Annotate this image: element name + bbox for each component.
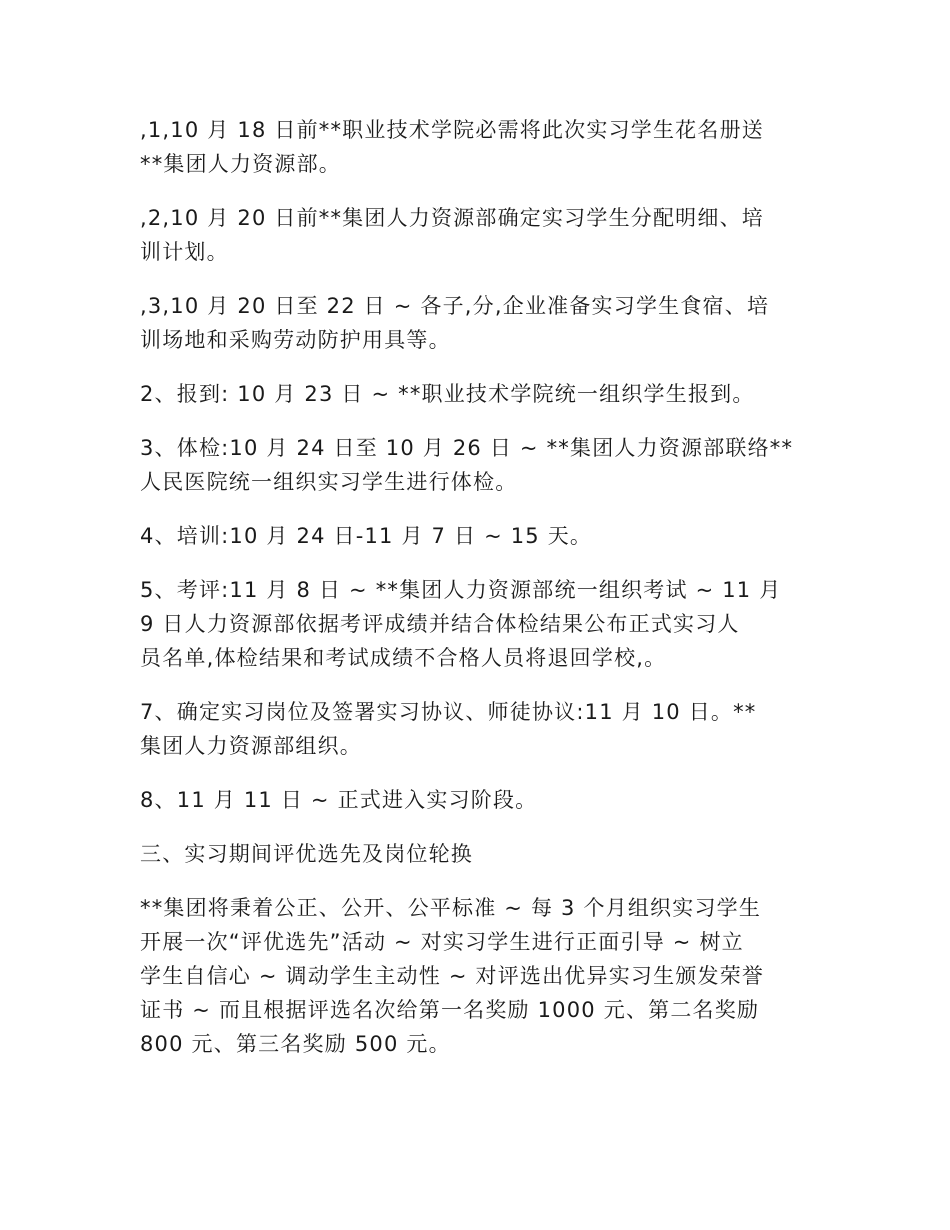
text-line: 9 日人力资源部依据考评成绩并结合体检结果公布正式实习人 <box>140 612 740 636</box>
text-line: 4、培训:10 月 24 日-11 月 7 日 ~ 15 天。 <box>140 524 593 548</box>
paragraph-evaluation <box>140 573 820 675</box>
paragraph-start-internship <box>140 783 820 817</box>
text-line: 7、确定实习岗位及签署实习协议、师徒协议:11 月 10 日。** <box>140 700 757 724</box>
text-line: 学生自信心 ~ 调动学生主动性 ~ 对评选出优异实习生颁发荣誉 <box>140 964 765 988</box>
paragraph-awards <box>140 891 820 1061</box>
text-line: 2、报到: 10 月 23 日 ~ **职业技术学院统一组织学生报到。 <box>140 382 755 406</box>
text-line: 5、考评:11 月 8 日 ~ **集团人力资源部统一组织考试 ~ 11 月 <box>140 578 782 602</box>
text-line: ,2,10 月 20 日前**集团人力资源部确定实习学生分配明细、培 <box>140 206 764 230</box>
text-line: 3、体检:10 月 24 日至 10 月 26 日 ~ **集团人力资源部联络** <box>140 436 794 460</box>
text-line: 800 元、第三名奖励 500 元。 <box>140 1032 451 1056</box>
paragraph-schedule-1 <box>140 113 820 181</box>
text-line: ,3,10 月 20 日至 22 日 ~ 各子,分,企业准备实习学生食宿、培 <box>140 294 770 318</box>
paragraph-registration <box>140 377 820 411</box>
section-heading <box>140 837 820 871</box>
text-line: 员名单,体检结果和考试成绩不合格人员将退回学校,。 <box>140 646 667 670</box>
text-line: 集团人力资源部组织。 <box>140 734 362 758</box>
text-line: 三、实习期间评优选先及岗位轮换 <box>140 842 473 866</box>
text-line: 8、11 月 11 日 ~ 正式进入实习阶段。 <box>140 788 538 812</box>
text-line: 人民医院统一组织实习学生进行体检。 <box>140 470 518 494</box>
text-line: **集团人力资源部。 <box>140 152 341 176</box>
text-line: 训计划。 <box>140 240 229 264</box>
text-line: 开展一次“评优选先”活动 ~ 对实习学生进行正面引导 ~ 树立 <box>140 930 744 954</box>
paragraph-schedule-3 <box>140 289 820 357</box>
paragraph-medical-check <box>140 431 820 499</box>
text-line: 训场地和采购劳动防护用具等。 <box>140 328 451 352</box>
text-line: ,1,10 月 18 日前**职业技术学院必需将此次实习学生花名册送 <box>140 118 764 142</box>
paragraph-schedule-2 <box>140 201 820 269</box>
text-line: 证书 ~ 而且根据评选名次给第一名奖励 1000 元、第二名奖励 <box>140 998 760 1022</box>
text-line: **集团将秉着公正、公开、公平标准 ~ 每 3 个月组织实习学生 <box>140 896 762 920</box>
paragraph-agreement <box>140 695 820 763</box>
paragraph-training <box>140 519 820 553</box>
